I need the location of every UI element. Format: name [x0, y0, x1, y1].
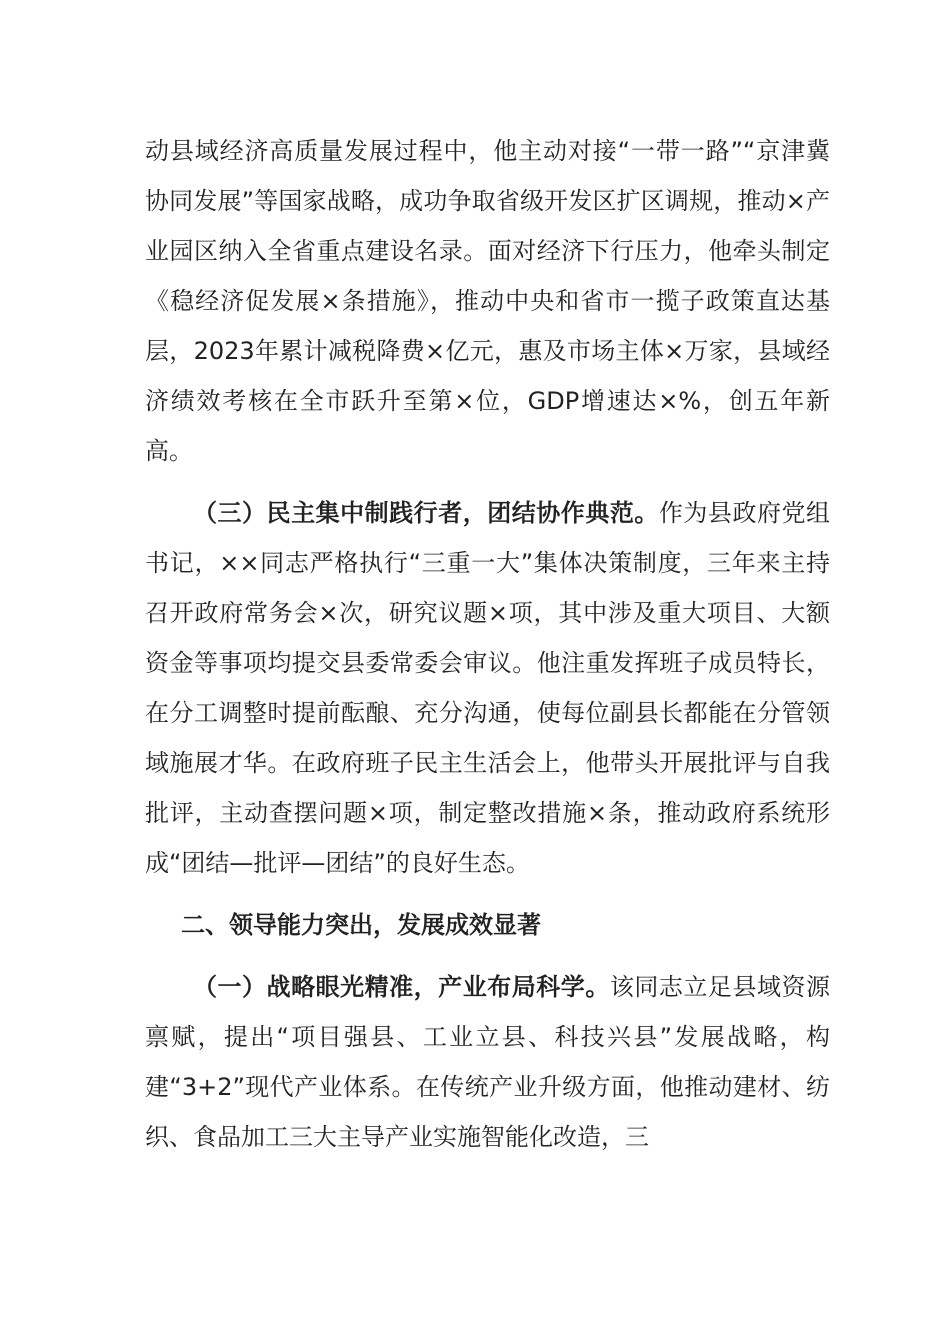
- paragraph-lead: （三）民主集中制践行者，团结协作典范。: [193, 499, 659, 527]
- section-heading: 二、领导能力突出，发展成效显著: [181, 911, 541, 939]
- paragraph-text: 动县域经济高质量发展过程中，他主动对接“一带一路”“京津冀协同发展”等国家战略，成功争取省级开发区扩区调规，推动×产业园区纳入全省重点建设名录。面对经济下行压力，他牵头制定《稳经济促发展×条措施》，推动中央和省市一揽子政策直达基层，2023年累计减税降费×亿元，惠及市场主体×万家，县域经济绩效考核在全市跃升至第×位，GDP增速达×%，创五年新高。: [145, 137, 830, 465]
- paragraph-democratic-centralism: [145, 488, 830, 888]
- paragraph-text: 作为县政府党组书记，××同志严格执行“三重一大”集体决策制度，三年来主持召开政府常务会×次，研究议题×项，其中涉及重大项目、大额资金等事项均提交县委常委会审议。他注重发挥班子成员特长，在分工调整时提前酝酿、充分沟通，使每位副县长都能在分管领域施展才华。在政府班子民主生活会上，他带头开展批评与自我批评，主动查摆问题×项，制定整改措施×条，推动政府系统形成“团结—批评—团结”的良好生态。: [145, 499, 831, 877]
- paragraph-lead: （一）战略眼光精准，产业布局科学。: [193, 973, 610, 1001]
- document-body: [145, 126, 830, 1174]
- paragraph-text: 该同志立足县域资源禀赋，提出“项目强县、工业立县、科技兴县”发展战略，构建“3+2”现代产业体系。在传统产业升级方面，他推动建材、纺织、食品加工三大主导产业实施智能化改造，三: [145, 973, 831, 1151]
- paragraph-economy: [145, 126, 830, 476]
- paragraph-strategy: [145, 962, 830, 1162]
